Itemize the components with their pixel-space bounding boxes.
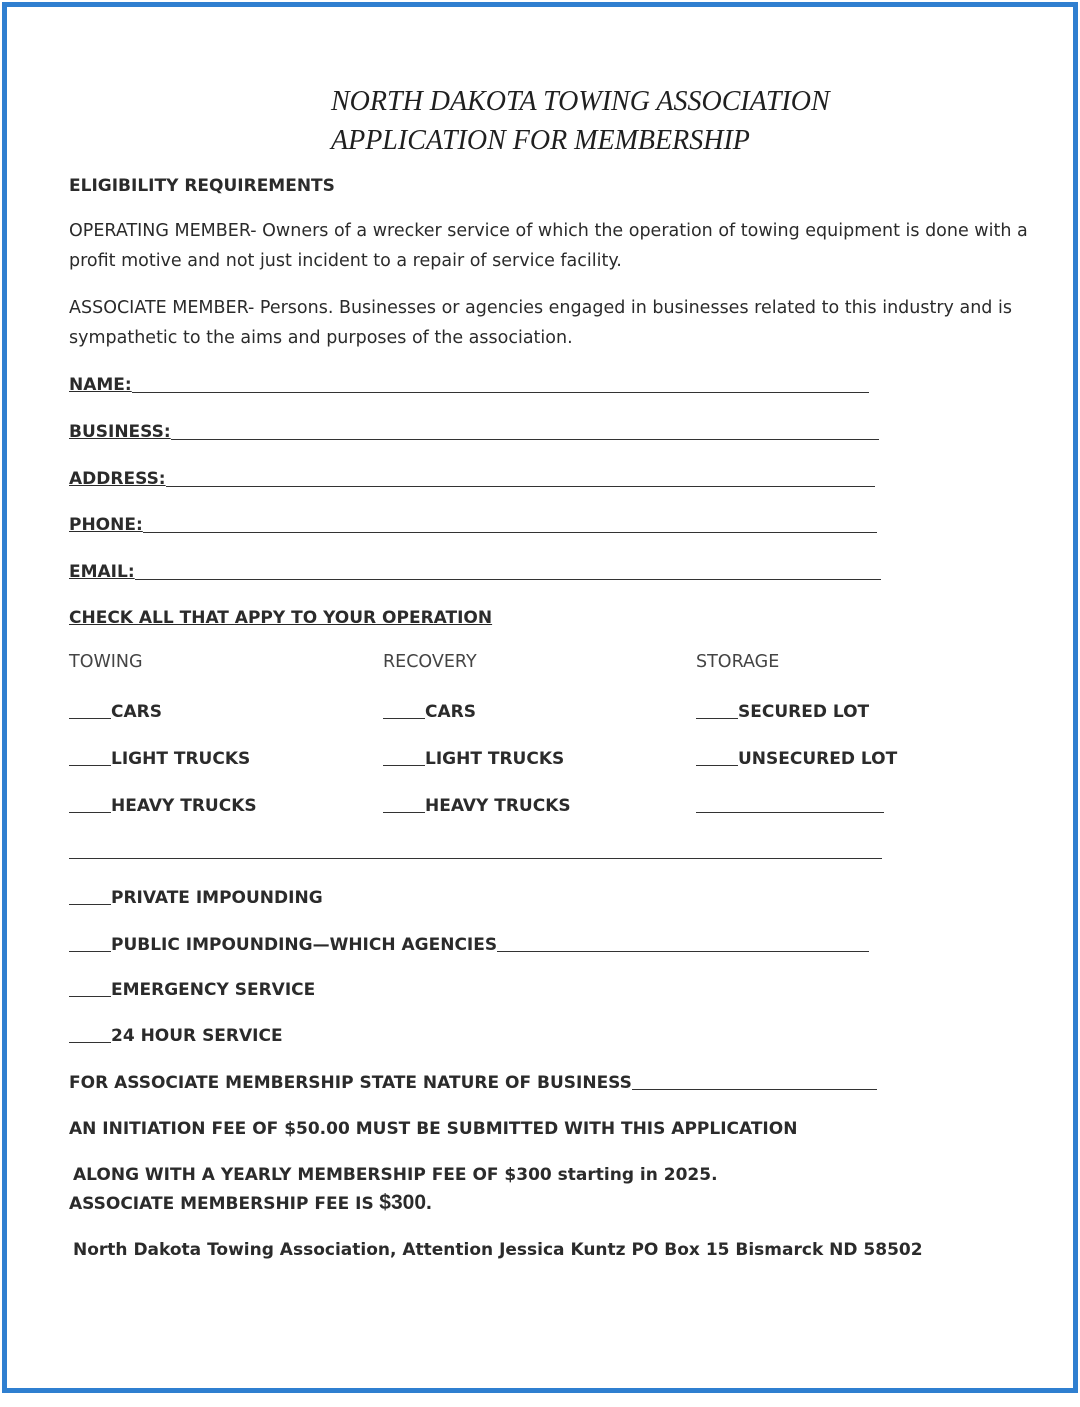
storage-secured-lot-option[interactable] — [696, 698, 869, 722]
phone-field[interactable] — [69, 512, 877, 536]
checkbox-blank[interactable] — [383, 718, 425, 719]
yearly-fee-text: ALONG WITH A YEARLY MEMBERSHIP FEE OF $300 starting in 2025. — [73, 1165, 718, 1185]
address-field[interactable] — [69, 466, 875, 490]
option-label: UNSECURED LOT — [738, 749, 898, 769]
checkbox-blank[interactable] — [69, 951, 111, 952]
towing-cars-option[interactable] — [69, 698, 162, 722]
storage-heading: STORAGE — [696, 652, 780, 672]
option-label: PUBLIC IMPOUNDING—WHICH AGENCIES — [111, 935, 498, 955]
emergency-service-option[interactable] — [69, 976, 315, 1000]
business-field[interactable] — [69, 419, 879, 443]
application-title: APPLICATION FOR MEMBERSHIP — [331, 125, 750, 156]
associate-fee-amount: $300. — [379, 1191, 432, 1214]
email-field[interactable] — [69, 559, 881, 583]
associate-fee-label: ASSOCIATE MEMBERSHIP FEE IS — [69, 1194, 374, 1214]
option-label: HEAVY TRUCKS — [111, 796, 257, 816]
associate-member-line2: sympathetic to the aims and purposes of the association. — [69, 328, 573, 348]
name-line[interactable] — [132, 392, 869, 393]
checkbox-blank[interactable] — [696, 765, 738, 766]
private-impounding-option[interactable] — [69, 884, 323, 908]
option-label: SECURED LOT — [738, 702, 870, 722]
additional-line[interactable] — [69, 858, 882, 859]
associate-fee-line — [69, 1188, 432, 1219]
option-label: 24 HOUR SERVICE — [111, 1026, 283, 1046]
option-label: EMERGENCY SERVICE — [111, 980, 316, 1000]
checkbox-blank[interactable] — [69, 1042, 111, 1043]
operating-member-line2: profit motive and not just incident to a repair of service facility. — [69, 251, 622, 271]
associate-member-line1: ASSOCIATE MEMBER- Persons. Businesses or agencies engaged in businesses related to this industry and is — [69, 298, 1012, 318]
address-label: ADDRESS: — [69, 469, 166, 489]
option-label: CARS — [425, 702, 476, 722]
24-hour-service-option[interactable] — [69, 1022, 283, 1046]
storage-unsecured-lot-option[interactable] — [696, 745, 897, 769]
option-label: LIGHT TRUCKS — [111, 749, 251, 769]
recovery-light-trucks-option[interactable] — [383, 745, 564, 769]
towing-light-trucks-option[interactable] — [69, 745, 250, 769]
public-impounding-option[interactable] — [69, 931, 869, 955]
mailing-address: North Dakota Towing Association, Attention Jessica Kuntz PO Box 15 Bismarck ND 58502 — [73, 1240, 923, 1260]
email-label: EMAIL: — [69, 562, 135, 582]
towing-heavy-trucks-option[interactable] — [69, 792, 257, 816]
option-label: HEAVY TRUCKS — [425, 796, 571, 816]
name-label: NAME: — [69, 375, 132, 395]
checkbox-blank[interactable] — [69, 904, 111, 905]
checkbox-blank[interactable] — [383, 765, 425, 766]
checkbox-blank[interactable] — [383, 812, 425, 813]
associate-nature-field[interactable] — [69, 1069, 877, 1093]
eligibility-heading: ELIGIBILITY REQUIREMENTS — [69, 176, 335, 196]
option-label: LIGHT TRUCKS — [425, 749, 565, 769]
operation-heading: CHECK ALL THAT APPY TO YOUR OPERATION — [69, 608, 493, 628]
checkbox-blank[interactable] — [69, 812, 111, 813]
operating-member-line1: OPERATING MEMBER- Owners of a wrecker service of which the operation of towing equipment is done with a — [69, 221, 1028, 241]
name-field[interactable] — [69, 372, 869, 396]
agencies-line[interactable] — [497, 951, 869, 952]
recovery-heavy-trucks-option[interactable] — [383, 792, 571, 816]
phone-line[interactable] — [143, 532, 877, 533]
phone-label: PHONE: — [69, 515, 143, 535]
recovery-cars-option[interactable] — [383, 698, 476, 722]
checkbox-blank[interactable] — [69, 996, 111, 997]
business-label: BUSINESS: — [69, 422, 171, 442]
address-line[interactable] — [166, 486, 875, 487]
storage-other-line[interactable] — [696, 812, 884, 813]
towing-heading: TOWING — [69, 652, 143, 672]
checkbox-blank[interactable] — [69, 765, 111, 766]
association-title: NORTH DAKOTA TOWING ASSOCIATION — [331, 86, 830, 117]
business-line[interactable] — [171, 439, 879, 440]
checkbox-blank[interactable] — [696, 718, 738, 719]
email-line[interactable] — [135, 579, 881, 580]
recovery-heading: RECOVERY — [383, 652, 477, 672]
checkbox-blank[interactable] — [69, 718, 111, 719]
option-label: CARS — [111, 702, 162, 722]
associate-nature-label: FOR ASSOCIATE MEMBERSHIP STATE NATURE OF BUSINESS — [69, 1073, 632, 1093]
initiation-fee-text: AN INITIATION FEE OF $50.00 MUST BE SUBMITTED WITH THIS APPLICATION — [69, 1119, 798, 1139]
option-label: PRIVATE IMPOUNDING — [111, 888, 323, 908]
associate-nature-line[interactable] — [632, 1089, 877, 1090]
